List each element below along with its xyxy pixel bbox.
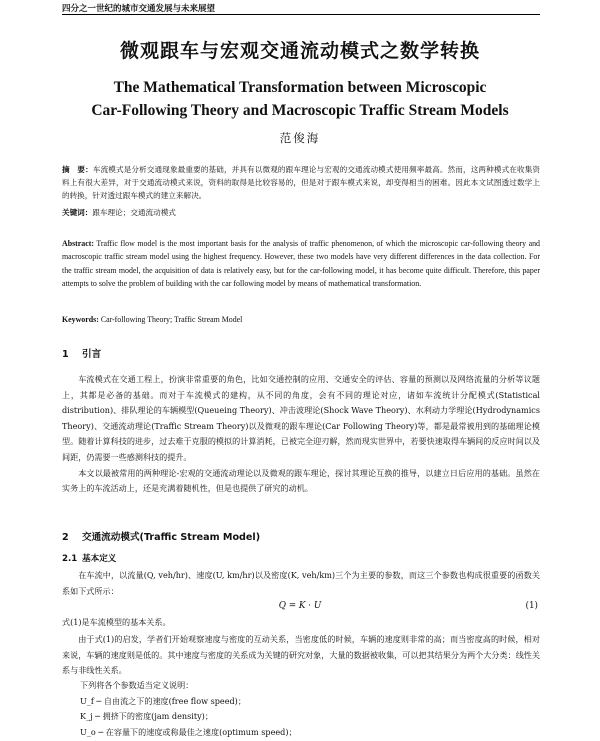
section-2-1-heading bbox=[62, 552, 116, 564]
section-2-1-number: 2.1 bbox=[62, 554, 78, 564]
title-english-line-1: The Mathematical Transformation between Microscopic bbox=[113, 79, 487, 96]
section-2-1-after-formula bbox=[62, 615, 540, 631]
keywords-cn-label: 关键词： bbox=[62, 208, 93, 217]
header-rule bbox=[62, 14, 540, 15]
section-2-1-paragraph-1 bbox=[62, 568, 540, 599]
abstract-english bbox=[62, 237, 540, 290]
section-1-number: 1 bbox=[62, 349, 69, 360]
equation-1-number: (1) bbox=[525, 601, 538, 611]
abstract-cn-label: 摘 要： bbox=[62, 165, 93, 174]
keywords-english bbox=[62, 315, 540, 324]
section-1-body bbox=[62, 372, 540, 497]
parameter-definitions bbox=[80, 678, 297, 740]
section-1-heading bbox=[62, 346, 101, 360]
title-english-line-2: Car-Following Theory and Macroscopic Traffic Stream Models bbox=[91, 102, 509, 119]
definition-optimum-speed: U_o ─ 在容量下的速度或称最佳之速度(optimum speed)； bbox=[80, 726, 297, 737]
abstract-cn-text: 车流模式是分析交通现象最重要的基础，并具有以微观的跟车理论与宏观的交通流动模式使用频率最高。然而，这两种模式在收集资料上有很大差异，对于交通流动模式来说，资料的取得是比较容易的，但是对于跟车模式来说，却变得相当的困难。因此本文试图透过数学上的转换，针对透过跟车模式的建立来解决。 bbox=[62, 165, 541, 201]
section-1-paragraph-1: 车流模式在交通工程上，扮演非常重要的角色，比如交通控制的应用、交通安全的评估、容量的预测以及网络流量的分析等议题上，其都是必备的基础。而对于车流模式的建构，从不同的角度，会有不同的理论对应，诸如车流统计分配模式(Statistical distribution)、排队理论的车辆模型(Queueing Theory)、冲击波理论(Shock Wave Theory)、水利动力学理论(Hydrodynamics Theory)、交通流动理论(Traffic Stream Theory)以及微观的跟车理论(Car Following Theory)等，都是最常被用到的基础理论模型。随着计算科技的进步，过去难于克服的模拟的计算消耗，已被完全迎刃解，然而现实世界中，若要快速取得车辆间的反应时间以及间距，仍需要一些感测科技的提升。 bbox=[62, 374, 540, 462]
title-english bbox=[0, 76, 600, 122]
section-2-1-p1-text: 在车流中，以流量(Q, veh/hr)、速度(U, km/hr)以及密度(K, veh/km)三个为主要的参数，而这三个参数也构成很重要的函数关系如下式所示： bbox=[62, 570, 540, 596]
section-1-title: 引言 bbox=[82, 349, 102, 360]
section-2-heading bbox=[62, 529, 260, 543]
title-chinese: 微观跟车与宏观交通流动模式之数学转换 bbox=[119, 40, 480, 62]
section-1-paragraph-2: 本文以最被常用的两种理论-宏观的交通流动理论以及微观的跟车理论，探讨其理论互换的推导，以建立日后应用的基础。虽然在实务上的车流活动上，还是充满着随机性，但是也提供了研究的动机。 bbox=[62, 467, 540, 494]
definition-free-flow-speed: U_f ─ 自由流之下的速度(free flow speed)； bbox=[80, 695, 246, 706]
abstract-en-text: Traffic flow model is the most important basis for the analysis of traffic phenomenon, of which the microscopic car-following theory and macroscopic traffic stream model using the highest frequency. However, these two models have very different differences in the data collection. For the traffic stream model, the acquisition of data is relatively easy, but for the car-following model, it has become quite difficult. Therefore, this paper attempts to solve the problem of building with the car following model by means of mathematical transformation. bbox=[62, 239, 540, 288]
section-2-number: 2 bbox=[62, 532, 69, 543]
after-formula-text: 式(1)是车流模型的基本关系。 bbox=[62, 617, 171, 627]
section-2-1-paragraph-2 bbox=[62, 632, 540, 679]
section-2-1-p2-text: 由于式(1)的启发，学者们开始观察速度与密度的互动关系，当密度低的时候，车辆的速度则非常的高；而当密度高的时候，相对来说，车辆的速度则是低的。其中速度与密度的关系成为关键的研究对象，大量的数据被收集，可以把其结果分为两个大分类：线性关系与非线性关系。 bbox=[62, 634, 540, 676]
keywords-en-label: Keywords: bbox=[62, 315, 99, 324]
abstract-chinese bbox=[62, 163, 540, 203]
equation-1-expression: Q = K · U bbox=[278, 601, 322, 611]
abstract-en-label: Abstract: bbox=[62, 239, 94, 248]
keywords-cn-text: 跟车理论；交通流动模式 bbox=[92, 208, 176, 217]
section-2-1-title: 基本定义 bbox=[82, 554, 117, 564]
definition-jam-density: K_j ─ 拥挤下的密度(jam density)； bbox=[80, 711, 213, 722]
section-2-title: 交通流动模式(Traffic Stream Model) bbox=[82, 532, 261, 543]
definitions-intro: 下列将各个参数适当定义说明： bbox=[80, 680, 194, 690]
keywords-chinese bbox=[62, 207, 540, 218]
keywords-en-text: Car-following Theory; Traffic Stream Model bbox=[100, 315, 243, 324]
author-name: 范俊海 bbox=[279, 131, 321, 145]
running-header: 四分之一世纪的城市交通发展与未来展望 bbox=[62, 4, 216, 14]
